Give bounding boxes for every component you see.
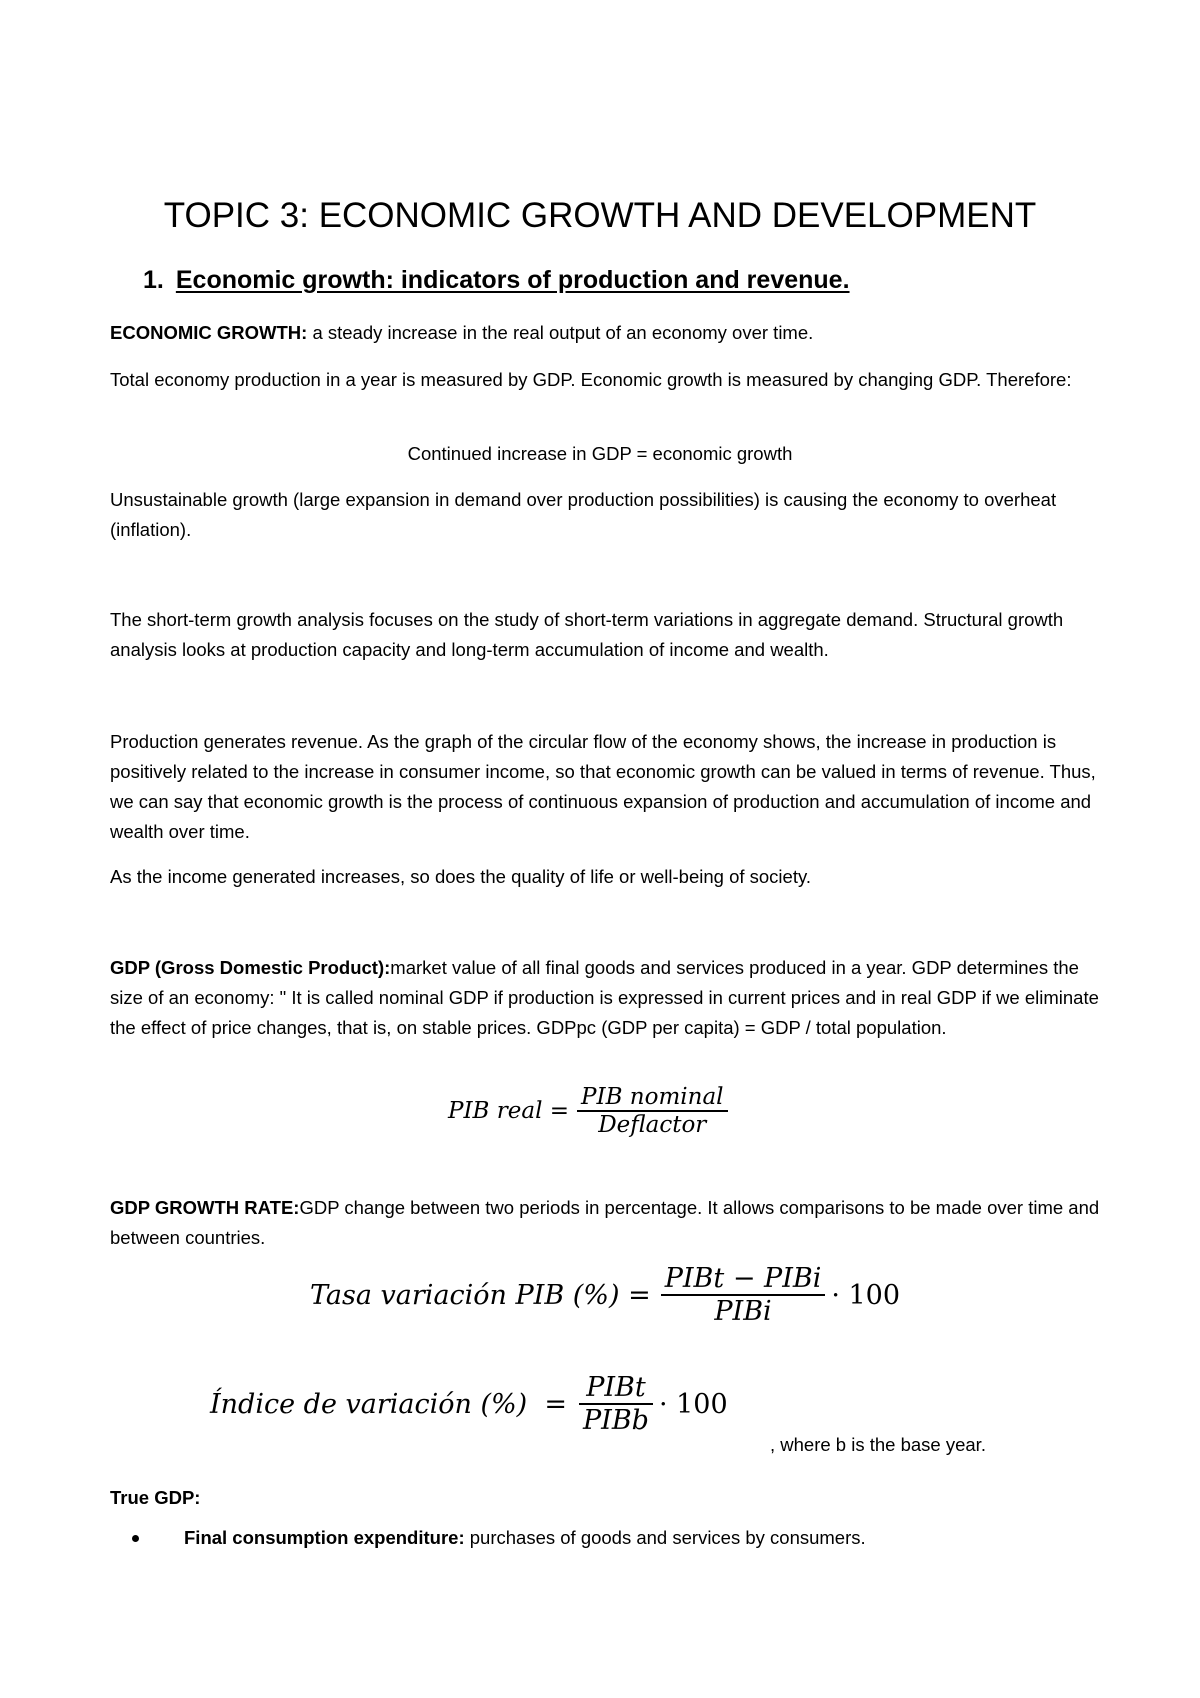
document-title: TOPIC 3: ECONOMIC GROWTH AND DEVELOPMENT <box>163 196 1037 235</box>
paragraph-income-wellbeing: As the income generated increases, so does the quality of life or well-being of society. <box>110 866 811 887</box>
centered-equation-text: Continued increase in GDP = economic growth <box>407 443 793 464</box>
formula-real-gdp-lhs: PIB real = <box>448 1098 570 1124</box>
section-heading-text: Economic growth: indicators of production and revenue. <box>175 266 850 294</box>
paragraph-gdp-growth-rate <box>110 1193 1100 1253</box>
formula-growth-rate-lhs: Tasa variación PIB (%) = <box>310 1279 651 1311</box>
formula-variation-index-fraction <box>579 1372 653 1436</box>
paragraph-total-production: Total economy production in a year is measured by GDP. Economic growth is measured by changing GDP. Therefore: <box>110 369 1072 390</box>
definition-gdp-growth-rate: GDP change between two periods in percentage. It allows comparisons to be made over time and between countries. <box>110 1197 1100 1248</box>
formula-variation-index <box>210 1372 728 1436</box>
formula-variation-index-numerator: PIBt <box>579 1372 653 1405</box>
term-final-consumption: Final consumption expenditure: <box>184 1527 465 1548</box>
formula-growth-rate-fraction <box>661 1263 826 1327</box>
paragraph-gdp-definition <box>110 953 1100 1043</box>
bullet-icon <box>132 1535 139 1542</box>
definition-economic-growth: a steady increase in the real output of an economy over time. <box>307 322 814 343</box>
paragraph-short-term-analysis: The short-term growth analysis focuses on the study of short-term variations in aggregate demand. Structural growth analysis looks at production capacity and long-term accumulation of income and wealth. <box>110 609 1064 660</box>
definition-final-consumption: purchases of goods and services by consumers. <box>464 1527 866 1548</box>
formula-variation-index-denominator: PIBb <box>583 1405 649 1436</box>
term-gdp-growth-rate: GDP GROWTH RATE: <box>110 1197 300 1218</box>
formula-growth-rate-multiplier: · 100 <box>831 1279 901 1311</box>
formula-variation-index-multiplier: · 100 <box>658 1388 728 1420</box>
paragraph-economic-growth <box>110 318 1100 348</box>
formula-real-gdp-denominator: Deflactor <box>598 1112 707 1138</box>
term-gdp: GDP (Gross Domestic Product): <box>110 957 391 978</box>
section-heading-1 <box>143 266 850 295</box>
list-item-final-consumption <box>142 1523 866 1553</box>
formula-real-gdp-numerator: PIB nominal <box>577 1084 727 1112</box>
true-gdp-label-text: True GDP: <box>110 1487 201 1508</box>
term-economic-growth: ECONOMIC GROWTH: <box>110 322 308 343</box>
formula-gdp-growth-rate <box>310 1263 900 1327</box>
formula-real-gdp-fraction <box>577 1084 727 1138</box>
paragraph-production-revenue: Production generates revenue. As the graph of the circular flow of the economy shows, the increase in production is positively related to the increase in consumer income, so that economic growth can be valued in terms of revenue. Thus, we can say that economic growth is the process of continuous expansion of production and accumulation of income and wealth over time. <box>110 731 1096 842</box>
formula-base-year-note: , where b is the base year. <box>770 1434 986 1455</box>
true-gdp-label <box>110 1483 1100 1513</box>
section-number: 1. <box>143 266 164 294</box>
formula-variation-index-lhs: Índice de variación (%) = <box>210 1388 567 1420</box>
formula-growth-rate-denominator: PIBi <box>714 1296 772 1327</box>
definition-gdp: market value of all final goods and services produced in a year. GDP determines the size of an economy: " It is called nominal GDP if production is expressed in current prices and in real GDP if we eliminate the effect of price changes, that is, on stable prices. GDPpc (GDP per capita) = GDP / total population. <box>110 957 1099 1038</box>
formula-growth-rate-numerator: PIBt − PIBi <box>661 1263 826 1296</box>
paragraph-unsustainable-growth: Unsustainable growth (large expansion in demand over production possibilities) is causing the economy to overheat (inflation). <box>110 489 1057 540</box>
formula-real-gdp <box>448 1084 728 1138</box>
